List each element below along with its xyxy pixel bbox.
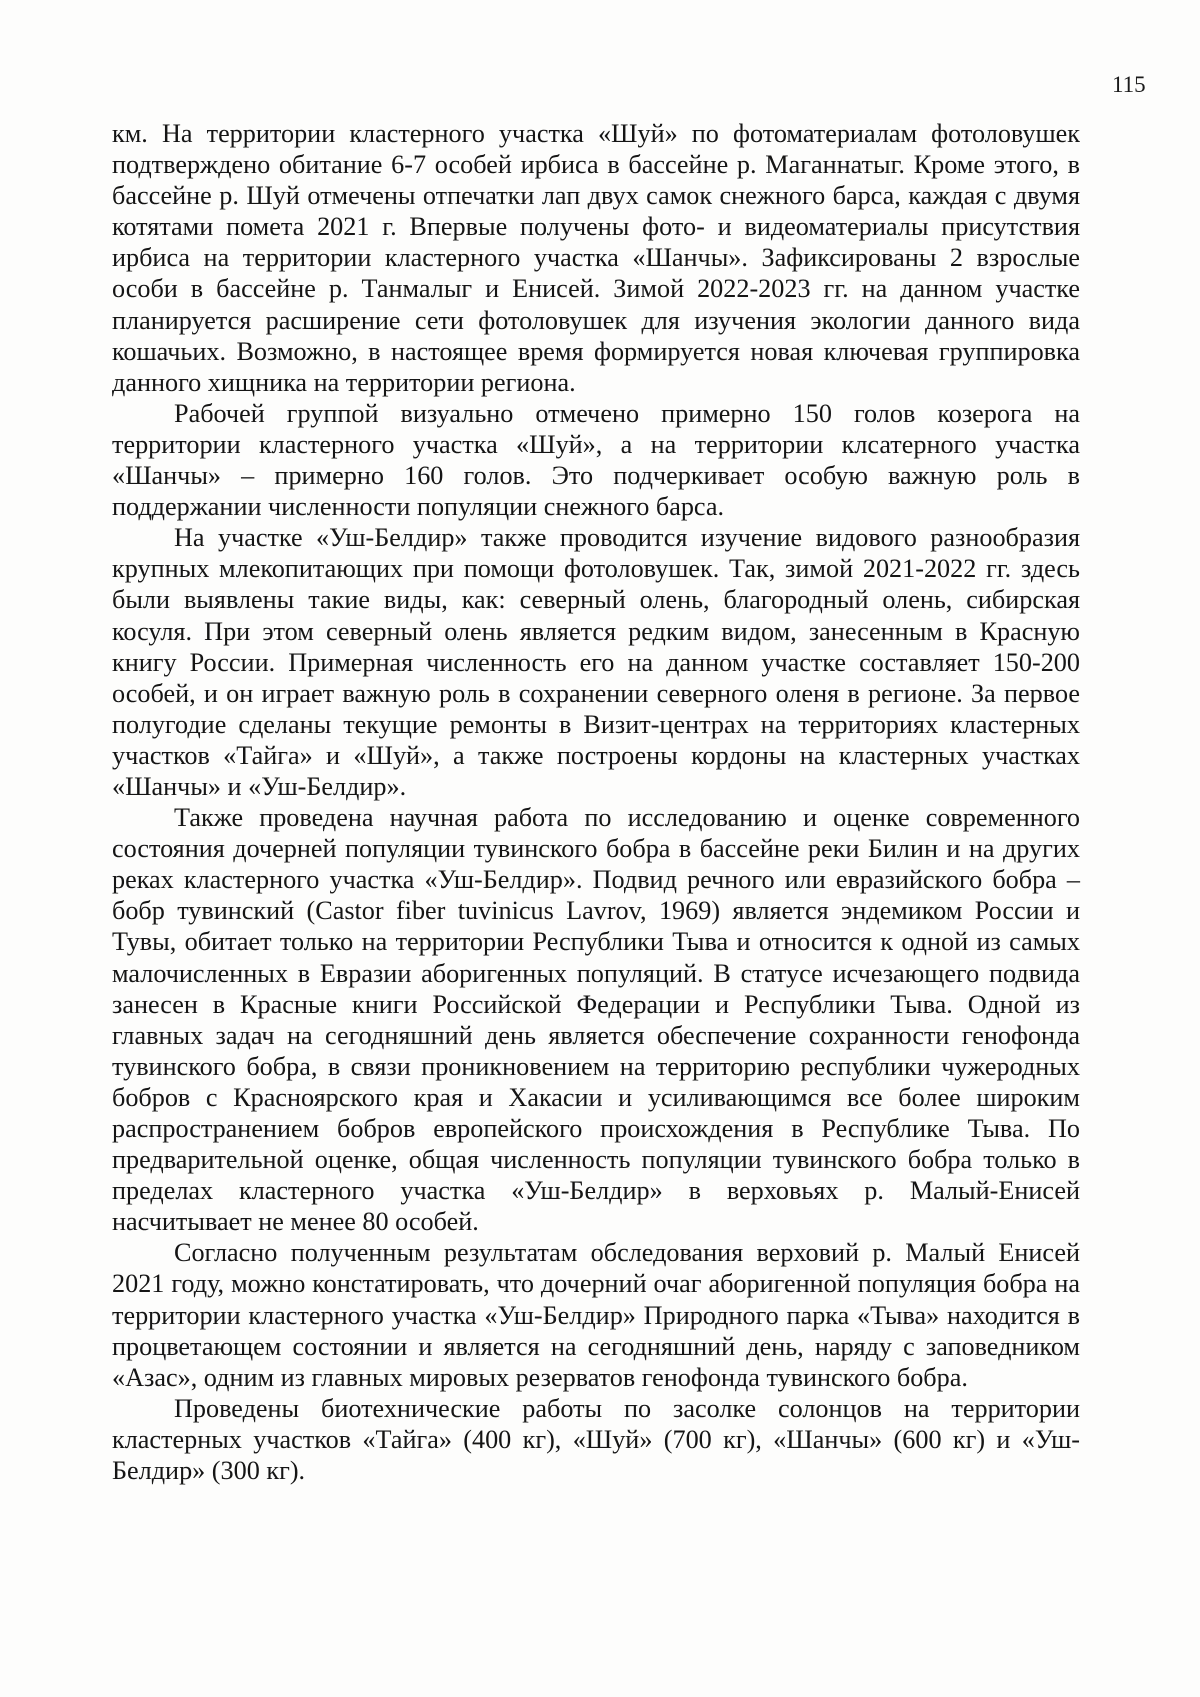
paragraph-salt-licks: Проведены биотехнические работы по засолке солонцов на территории кластерных участков «Тайга» (400 кг), «Шуй» (700 кг), «Шанчы» (600 кг) и «Уш-Белдир» (300 кг).: [112, 1393, 1080, 1486]
paragraph-beaver-results: Согласно полученным результатам обследования верховий р. Малый Енисей 2021 году, можно констатировать, что дочерний очаг аборигенной популяция бобра на территории кластерного участка «Уш-Белдир» Природного парка «Тыва» находится в процветающем состоянии и является на сегодняшний день, наряду с заповедником «Азас», одним из главных мировых резерватов генофонда тувинского бобра.: [112, 1238, 1080, 1392]
paragraph-capricorn: Рабочей группой визуально отмечено примерно 150 голов козерога на территории кластерного участка «Шуй», а на территории клсатерного участка «Шанчы» – примерно 160 голов. Это подчеркивает особую важную роль в поддержании численности популяции снежного барса.: [112, 398, 1080, 522]
body-text: [112, 118, 1080, 1486]
paragraph-tuvinian-beaver: Также проведена научная работа по исследованию и оценке современного состояния дочерней популяции тувинского бобра в бассейне реки Билин и на других реках кластерного участка «Уш-Белдир». Подвид речного или евразийского бобра – бобр тувинский (Castor fiber tuvinicus Lavrov, 1969) является эндемиком России и Тувы, обитает только на территории Республики Тыва и относится к одной из самых малочисленных в Евразии аборигенных популяций. В статусе исчезающего подвида занесен в Красные книги Российской Федерации и Республики Тыва. Одной из главных задач на сегодняшний день является обеспечение сохранности генофонда тувинского бобра, в связи проникновением на территорию республики чужеродных бобров с Красноярского края и Хакасии и усиливающимся все более широким распространением бобров европейского происхождения в Республике Тыва. По предварительной оценке, общая численность популяции тувинского бобра только в пределах кластерного участка «Уш-Белдир» в верховьях р. Малый-Енисей насчитывает не менее 80 особей.: [112, 803, 1080, 1237]
paragraph-snow-leopard: км. На территории кластерного участка «Шуй» по фотоматериалам фотоловушек подтверждено обитание 6-7 особей ирбиса в бассейне р. Маганнатыг. Кроме этого, в бассейне р. Шуй отмечены отпечатки лап двух самок снежного барса, каждая с двумя котятами помета 2021 г. Впервые получены фото- и видеоматериалы присутствия ирбиса на территории кластерного участка «Шанчы». Зафиксированы 2 взрослые особи в бассейне р. Танмалыг и Енисей. Зимой 2022-2023 гг. на данном участке планируется расширение сети фотоловушек для изучения экологии данного вида кошачьих. Возможно, в настоящее время формируется новая ключевая группировка данного хищника на территории региона.: [112, 119, 1080, 397]
paragraph-ush-beldir-mammals: На участке «Уш-Белдир» также проводится изучение видового разнообразия крупных млекопитающих при помощи фотоловушек. Так, зимой 2021-2022 гг. здесь были выявлены такие виды, как: северный олень, благородный олень, сибирская косуля. При этом северный олень является редким видом, занесенным в Красную книгу России. Примерная численность его на данном участке составляет 150-200 особей, и он играет важную роль в сохранении северного оленя в регионе. За первое полугодие сделаны текущие ремонты в Визит-центрах на территориях кластерных участков «Тайга» и «Шуй», а также построены кордоны на кластерных участках «Шанчы» и «Уш-Белдир».: [112, 523, 1080, 801]
page-number: 115: [1112, 72, 1146, 97]
